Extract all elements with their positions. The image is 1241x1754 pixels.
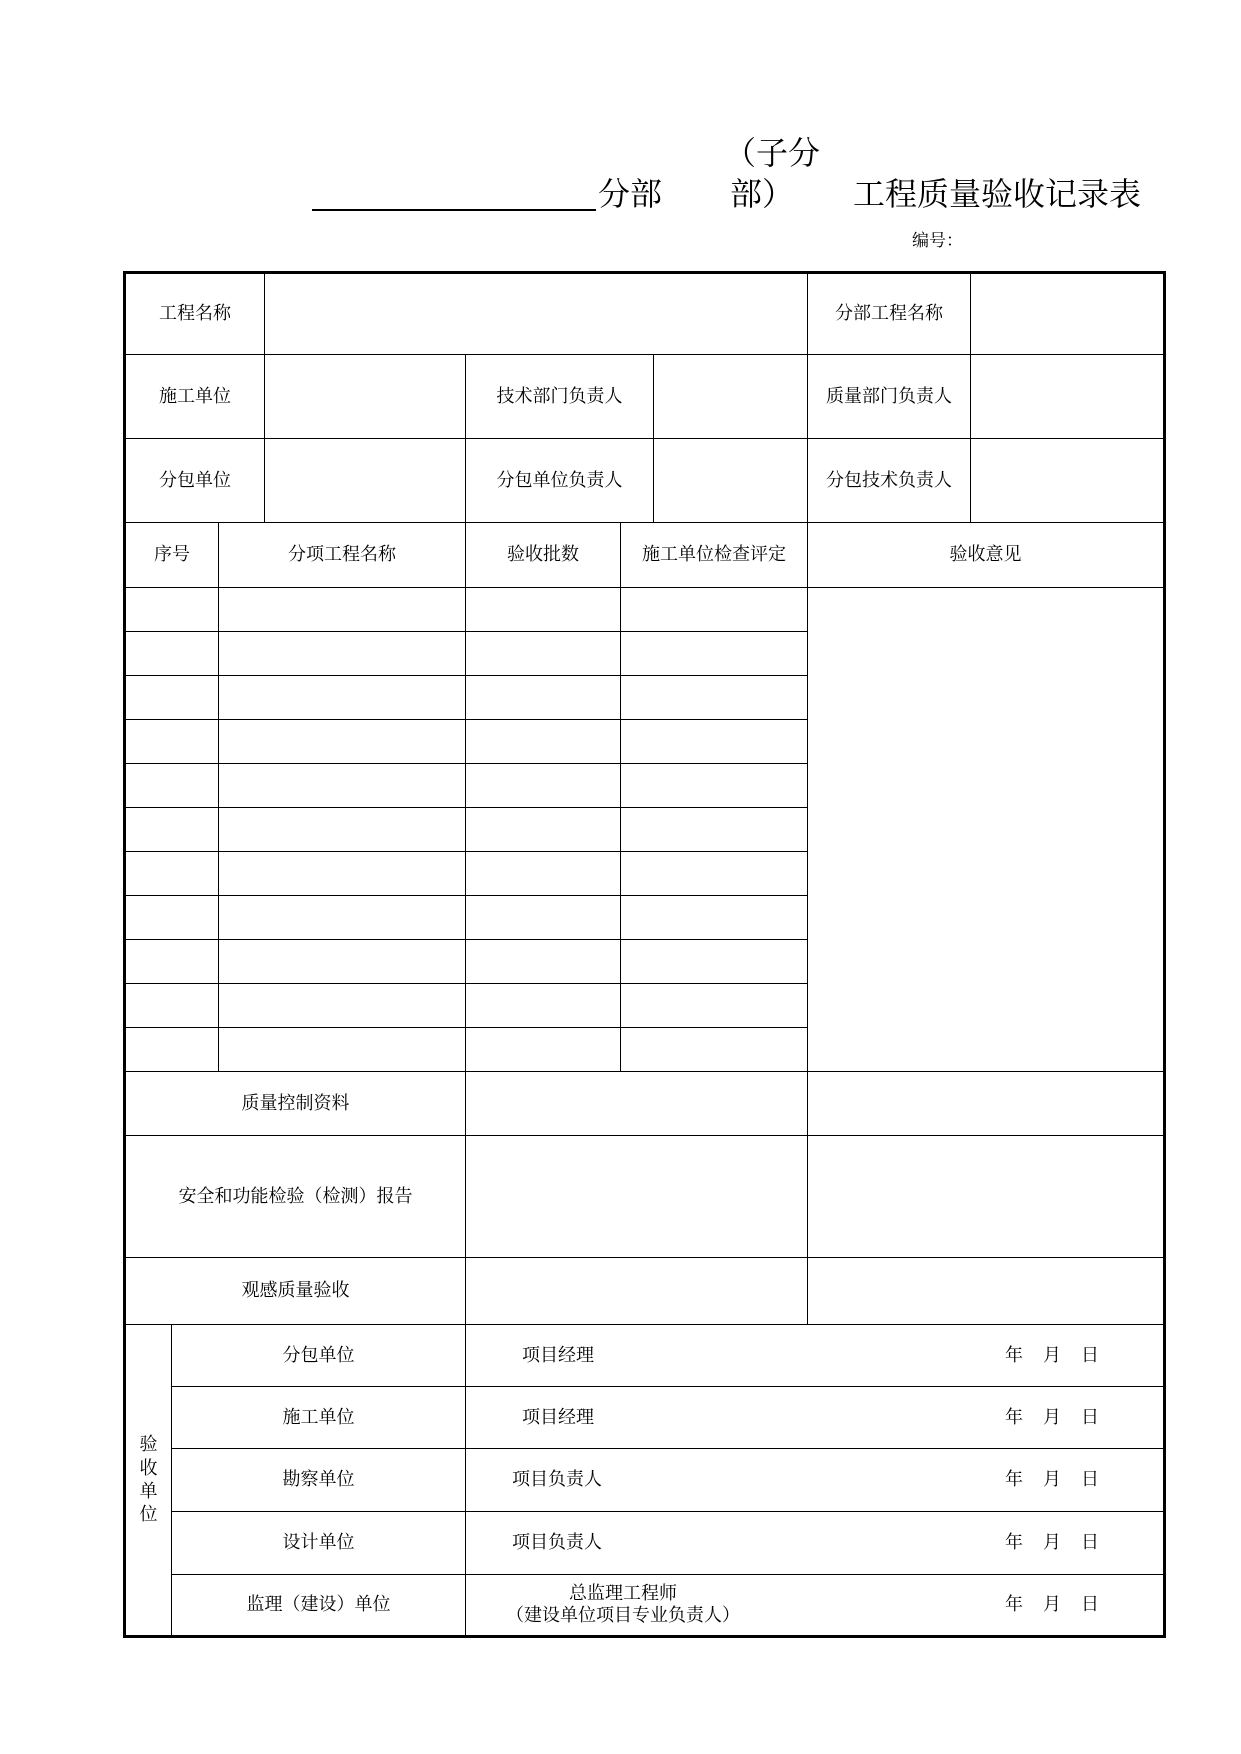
item-seq-cell[interactable]: [125, 940, 219, 984]
appearance-opinion[interactable]: [808, 1258, 1165, 1325]
col-item-name-header: 分项工程名称: [219, 523, 466, 588]
date-fields: [1005, 1594, 1163, 1616]
col-seq-header: 序号: [125, 523, 219, 588]
appearance-label: 观感质量验收: [125, 1258, 466, 1325]
date-fields: [1005, 1407, 1163, 1429]
acceptance-opinion-field[interactable]: [808, 588, 1165, 1072]
unit-role: 项目负责人: [512, 1469, 603, 1491]
item-batches-cell[interactable]: [466, 632, 621, 676]
unit-sign-cell[interactable]: [466, 1449, 1165, 1512]
quality-control-label: 质量控制资料: [125, 1072, 466, 1136]
unit-role: 项目经理: [522, 1406, 595, 1428]
item-check-cell[interactable]: [621, 588, 808, 632]
item-name-cell[interactable]: [219, 940, 466, 984]
item-check-cell[interactable]: [621, 984, 808, 1028]
col-check-header: 施工单位检查评定: [621, 523, 808, 588]
day-label: 日: [1081, 1469, 1100, 1491]
appearance-field[interactable]: [466, 1258, 808, 1325]
item-check-cell[interactable]: [621, 808, 808, 852]
year-label: 年: [1005, 1469, 1024, 1491]
item-batches-cell[interactable]: [466, 676, 621, 720]
safety-report-field[interactable]: [466, 1136, 808, 1258]
unit-name: 设计单位: [172, 1512, 466, 1575]
item-batches-cell[interactable]: [466, 984, 621, 1028]
item-batches-cell[interactable]: [466, 940, 621, 984]
date-fields: [1005, 1532, 1163, 1554]
day-label: 日: [1081, 1344, 1100, 1366]
year-label: 年: [1005, 1594, 1024, 1616]
item-name-cell[interactable]: [219, 588, 466, 632]
project-name-field[interactable]: [265, 273, 808, 355]
unit-name: 施工单位: [172, 1387, 466, 1449]
unit-role-block: [466, 1583, 740, 1626]
subcontract-tech-head-field[interactable]: [971, 439, 1165, 523]
tech-dept-head-field[interactable]: [654, 355, 807, 438]
item-batches-cell[interactable]: [466, 764, 621, 808]
quality-control-opinion[interactable]: [808, 1072, 1165, 1136]
item-batches-cell[interactable]: [466, 852, 621, 896]
item-seq-cell[interactable]: [125, 1028, 219, 1072]
month-label: 月: [1043, 1344, 1062, 1366]
item-seq-cell[interactable]: [125, 896, 219, 940]
item-check-cell[interactable]: [621, 676, 808, 720]
item-seq-cell[interactable]: [125, 808, 219, 852]
item-check-cell[interactable]: [621, 764, 808, 808]
month-label: 月: [1043, 1469, 1062, 1491]
item-name-cell[interactable]: [219, 852, 466, 896]
unit-role: 总监理工程师: [569, 1583, 678, 1605]
unit-name: 监理（建设）单位: [172, 1575, 466, 1637]
zifenbu-bottom-text: 部）: [730, 175, 795, 213]
form-header: [0, 0, 1241, 260]
year-label: 年: [1005, 1532, 1024, 1554]
item-name-cell[interactable]: [219, 720, 466, 764]
item-batches-cell[interactable]: [466, 896, 621, 940]
item-batches-cell[interactable]: [466, 588, 621, 632]
month-label: 月: [1043, 1406, 1062, 1428]
col-opinion-header: 验收意见: [808, 523, 1165, 588]
item-name-cell[interactable]: [219, 676, 466, 720]
unit-sign-cell[interactable]: [466, 1512, 1165, 1575]
month-label: 月: [1043, 1532, 1062, 1554]
item-seq-cell[interactable]: [125, 632, 219, 676]
unit-name: 勘察单位: [172, 1449, 466, 1512]
number-label: 编号：: [912, 231, 963, 251]
item-seq-cell[interactable]: [125, 984, 219, 1028]
safety-report-label: 安全和功能检验（检测）报告: [125, 1136, 466, 1258]
quality-dept-head-label: 质量部门负责人: [808, 355, 971, 439]
item-name-cell[interactable]: [219, 808, 466, 852]
item-check-cell[interactable]: [621, 720, 808, 764]
item-check-cell[interactable]: [621, 852, 808, 896]
unit-role: 项目经理: [522, 1344, 595, 1366]
unit-name: 分包单位: [172, 1325, 466, 1387]
date-fields: [1005, 1345, 1163, 1367]
day-label: 日: [1081, 1594, 1100, 1616]
col-batches-header: 验收批数: [466, 523, 621, 588]
fenbu-text: 分部: [598, 175, 663, 213]
item-seq-cell[interactable]: [125, 676, 219, 720]
item-check-cell[interactable]: [621, 1028, 808, 1072]
quality-dept-head-field[interactable]: [971, 355, 1165, 439]
acceptance-record-table: [123, 271, 1166, 1638]
project-blank-line: [312, 209, 596, 211]
quality-control-field[interactable]: [466, 1072, 808, 1136]
unit-sign-cell[interactable]: [466, 1325, 1165, 1387]
day-label: 日: [1081, 1532, 1100, 1554]
project-name-label: 工程名称: [125, 273, 265, 355]
side-char: 验: [139, 1434, 158, 1456]
item-name-cell[interactable]: [219, 1028, 466, 1072]
item-seq-cell[interactable]: [125, 588, 219, 632]
fenbu-project-name-field[interactable]: [971, 273, 1165, 355]
item-check-cell[interactable]: [621, 632, 808, 676]
item-check-cell[interactable]: [621, 896, 808, 940]
zifenbu-top-text: （子分: [724, 134, 821, 172]
item-seq-cell[interactable]: [125, 720, 219, 764]
subcontract-unit-field[interactable]: [265, 439, 466, 523]
item-batches-cell[interactable]: [466, 808, 621, 852]
subcontract-tech-head-label: 分包技术负责人: [808, 439, 971, 523]
year-label: 年: [1005, 1406, 1024, 1428]
tech-dept-head-label: 技术部门负责人: [466, 355, 654, 438]
month-label: 月: [1043, 1594, 1062, 1616]
tech-dept-cell: [466, 355, 808, 439]
side-char: 位: [139, 1504, 158, 1526]
date-fields: [1005, 1469, 1163, 1491]
subcontract-head-cell: [466, 439, 808, 523]
form-title: 工程质量验收记录表: [853, 175, 1142, 213]
year-label: 年: [1005, 1344, 1024, 1366]
subcontract-unit-label: 分包单位: [125, 439, 265, 523]
safety-report-opinion[interactable]: [808, 1136, 1165, 1258]
unit-sign-cell[interactable]: [466, 1575, 1165, 1637]
item-batches-cell[interactable]: [466, 1028, 621, 1072]
unit-sign-cell[interactable]: [466, 1387, 1165, 1449]
subcontract-unit-head-field[interactable]: [654, 439, 807, 522]
item-check-cell[interactable]: [621, 940, 808, 984]
item-seq-cell[interactable]: [125, 852, 219, 896]
item-name-cell[interactable]: [219, 632, 466, 676]
unit-role-secondary: （建设单位项目专业负责人）: [506, 1605, 741, 1626]
subcontract-unit-head-label: 分包单位负责人: [466, 439, 654, 522]
side-char: 收: [139, 1457, 158, 1479]
item-name-cell[interactable]: [219, 764, 466, 808]
day-label: 日: [1081, 1406, 1100, 1428]
item-name-cell[interactable]: [219, 896, 466, 940]
construction-unit-label: 施工单位: [125, 355, 265, 439]
construction-unit-field[interactable]: [265, 355, 466, 439]
item-name-cell[interactable]: [219, 984, 466, 1028]
acceptance-units-side-label: [125, 1325, 172, 1637]
unit-role: 项目负责人: [512, 1532, 603, 1554]
item-batches-cell[interactable]: [466, 720, 621, 764]
fenbu-project-name-label: 分部工程名称: [808, 273, 971, 355]
side-char: 单: [139, 1481, 158, 1502]
item-seq-cell[interactable]: [125, 764, 219, 808]
